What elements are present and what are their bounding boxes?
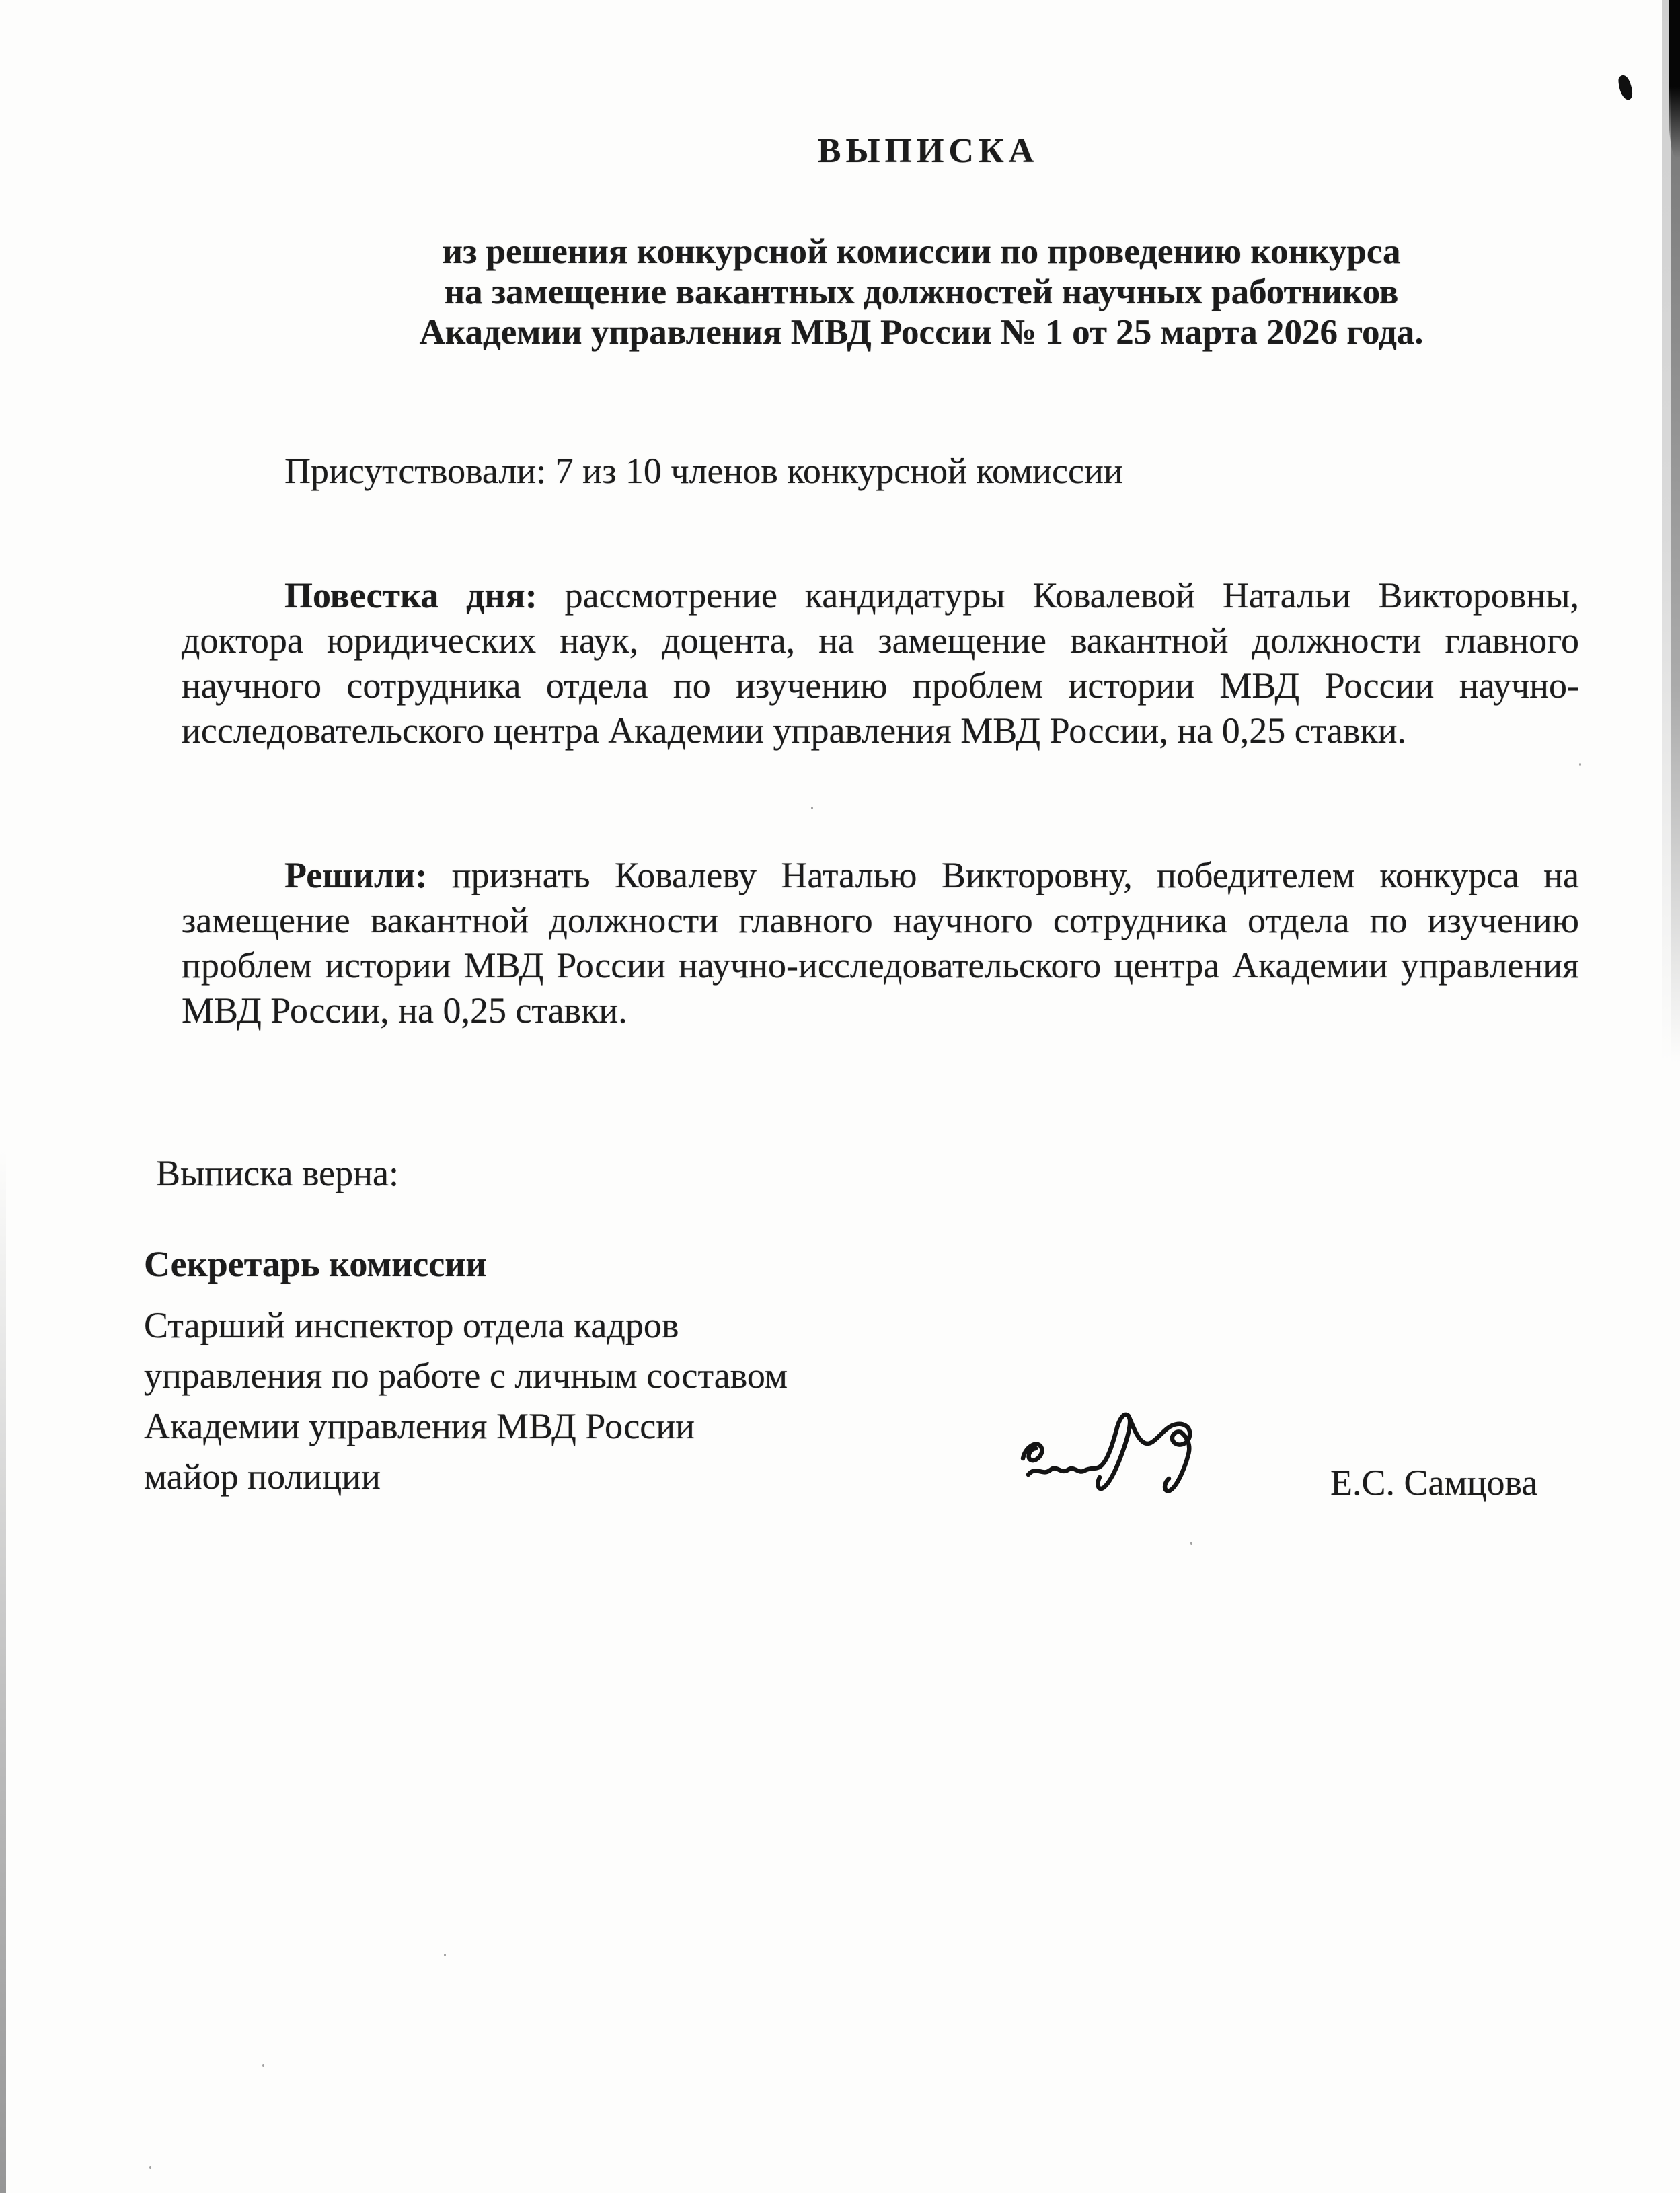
- subtitle-line-2: на замещение вакантных должностей научных работников: [444, 272, 1399, 311]
- subtitle-line-3: Академии управления МВД России № 1 от 25 марта 2026 года.: [419, 313, 1424, 352]
- secretary-title: Секретарь комиссии: [144, 1244, 487, 1284]
- resolution-text: признать Ковалеву Наталью Викторовну, победителем конкурса на замещение вакантной должности главного научного сотрудника отдела по изучению проблем истории МВД России научно-исследовательского центра Академии управления МВД России, на 0,25 ставки.: [182, 855, 1580, 1031]
- agenda-label: Повестка дня:: [284, 575, 537, 616]
- scan-corner-shadow: [1669, 0, 1680, 158]
- document-subtitle: [282, 231, 1560, 352]
- role-line-2: управления по работе с личным составом: [144, 1355, 788, 1396]
- pen-mark-icon: [1614, 74, 1638, 105]
- attendance-line: Присутствовали: 7 из 10 членов конкурсной комиссии: [284, 451, 1123, 491]
- scan-speck: [149, 2166, 151, 2169]
- handwritten-signature-icon: [1012, 1405, 1214, 1502]
- role-line-3: Академии управления МВД России: [144, 1406, 695, 1446]
- resolution-label: Решили:: [284, 855, 428, 895]
- resolution-paragraph: [182, 853, 1579, 1033]
- scan-edge-right-light: [1662, 0, 1671, 1063]
- scan-speck: [262, 2064, 264, 2067]
- signer-name: Е.С. Самцова: [1330, 1462, 1538, 1503]
- agenda-text: рассмотрение кандидатуры Ковалевой Натальи Викторовны, доктора юридических наук, доцента, на замещение вакантной должности главного научного сотрудника отдела по изучению проблем истории МВД России научно-исследовательского центра Академии управления МВД России, на 0,25 ставки.: [182, 575, 1579, 751]
- scan-edge-right-dark: [1671, 0, 1680, 1063]
- scan-edge-left: [0, 1150, 6, 2193]
- scan-speck: [1579, 763, 1581, 766]
- role-line-1: Старший инспектор отдела кадров: [144, 1305, 679, 1345]
- document-title: ВЫПИСКА: [817, 132, 1039, 170]
- signature-block: [144, 1239, 788, 1502]
- certification-line: Выписка верна:: [156, 1153, 399, 1193]
- scan-speck: [1190, 1542, 1192, 1545]
- subtitle-line-1: из решения конкурсной комиссии по проведению конкурса: [442, 232, 1401, 271]
- agenda-paragraph: [182, 573, 1579, 753]
- role-line-4: майор полиции: [144, 1456, 381, 1497]
- scan-speck: [444, 1954, 446, 1956]
- scan-speck: [811, 807, 813, 809]
